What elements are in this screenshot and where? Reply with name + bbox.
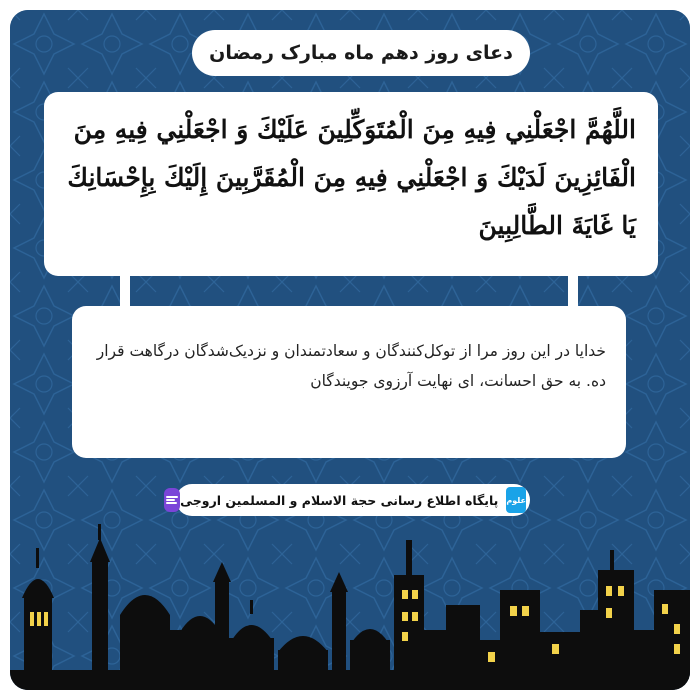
persian-translation: خدایا در این روز مرا از توکل‌کنندگان و سعادتمندان و نزدیک‌شدگان درگاهت قرار ده. به حق احسانت، ای نهایت آرزوی جویندگان (72, 306, 626, 458)
poster (10, 10, 690, 690)
source-badge (176, 484, 530, 516)
site-logo-icon (506, 487, 526, 513)
prayer-title: دعای روز دهم ماه مبارک رمضان (192, 30, 530, 76)
source-text: پایگاه اطلاع رسانی حجة الاسلام و المسلمین اروجی (180, 492, 499, 508)
arabic-prayer-text: اللَّهُمَّ اجْعَلْنِي فِيهِ مِنَ الْمُتَوَكِّلِينَ عَلَيْكَ وَ اجْعَلْنِي فِيهِ مِنَ الْفَائِزِينَ لَدَيْكَ وَ اجْعَلْنِي فِيهِ مِنَ الْمُقَرَّبِينَ إِلَيْكَ بِإِحْسَانِكَ يَا غَايَةَ الطَّالِبِينَ (44, 92, 658, 276)
eitaa-logo-icon (164, 488, 180, 512)
site-logo-text: علوم (506, 495, 526, 505)
city-skyline (10, 520, 690, 690)
